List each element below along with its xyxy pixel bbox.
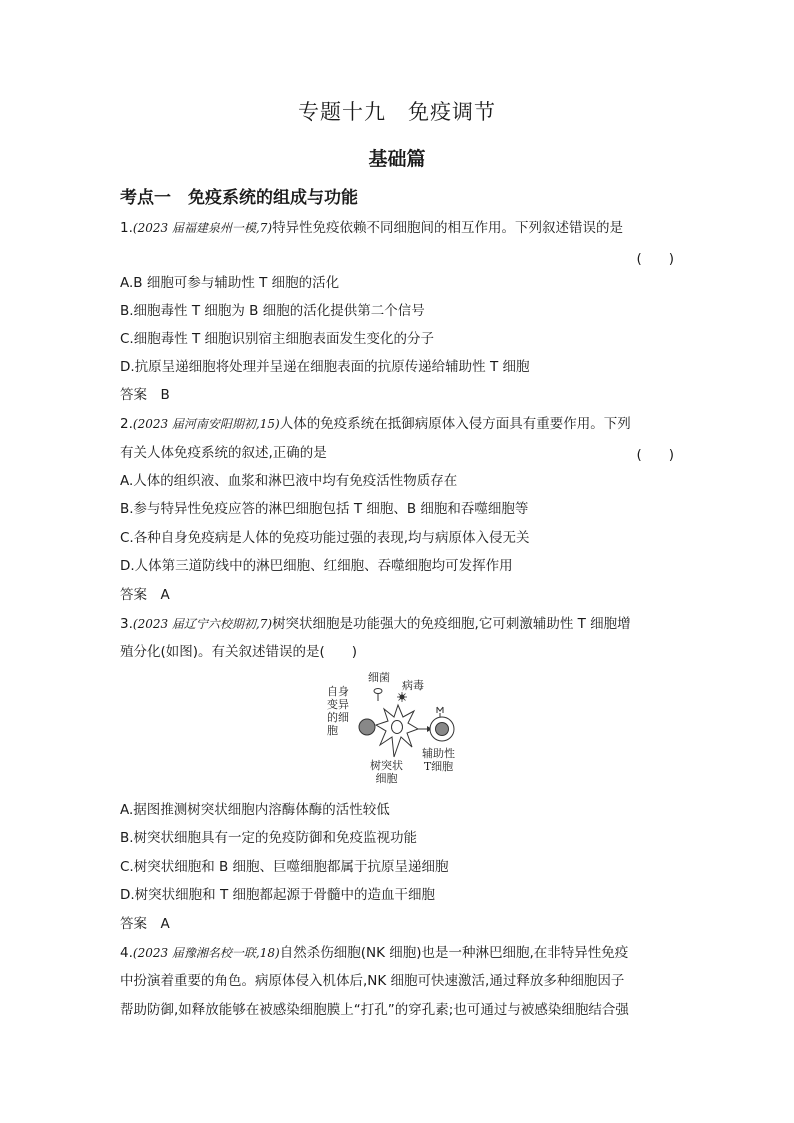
question-source: (2023 届辽宁六校期初,7) xyxy=(132,617,273,631)
receptor-icon xyxy=(437,707,443,713)
question-source: (2023 届福建泉州一模,7) xyxy=(132,221,273,235)
question-number: 3. xyxy=(120,616,133,632)
answer: 答案 A xyxy=(120,916,170,932)
question-4-stem-line2: 中扮演着重要的角色。病原体侵入机体后,NK 细胞可快速激活,通过释放多种细胞因子 xyxy=(120,973,625,989)
option-b: B.参与特异性免疫应答的淋巴细胞包括 T 细胞、B 细胞和吞噬细胞等 xyxy=(120,501,529,517)
question-number: 1. xyxy=(120,220,133,236)
helper-t-cell-nucleus xyxy=(436,723,449,736)
question-4-stem: 4.(2023 届豫湘名校一联,18)自然杀伤细胞(NK 细胞)也是一种淋巴细胞,在非特异性免疫 xyxy=(120,945,629,961)
option-d: D.人体第三道防线中的淋巴细胞、红细胞、吞噬细胞均可发挥作用 xyxy=(120,558,513,574)
label-virus: 病毒 xyxy=(402,679,424,692)
option-d: D.抗原呈递细胞将处理并呈递在细胞表面的抗原传递给辅助性 T 细胞 xyxy=(120,359,530,375)
answer: 答案 A xyxy=(120,587,170,603)
option-d: D.树突状细胞和 T 细胞都起源于骨髓中的造血干细胞 xyxy=(120,887,436,903)
option-c: C.细胞毒性 T 细胞识别宿主细胞表面发生变化的分子 xyxy=(120,331,435,347)
question-number: 2. xyxy=(120,416,133,432)
question-2-stem: 2.(2023 届河南安阳期初,15)人体的免疫系统在抵御病原体入侵方面具有重要作用。下列 xyxy=(120,416,631,432)
question-source: (2023 届河南安阳期初,15) xyxy=(132,417,280,431)
label-self-variant-cell: 自身 变异 的细 胞 xyxy=(327,685,349,737)
self-variant-cell xyxy=(359,719,375,735)
option-a: A.B 细胞可参与辅助性 T 细胞的活化 xyxy=(120,275,340,291)
bacteria-icon xyxy=(374,689,382,694)
answer-bracket: ( ) xyxy=(636,251,674,267)
option-a: A.据图推测树突状细胞内溶酶体酶的活性较低 xyxy=(120,802,390,818)
option-a: A.人体的组织液、血浆和淋巴液中均有免疫活性物质存在 xyxy=(120,473,458,489)
answer-bracket: ( ) xyxy=(636,447,674,463)
page-title: 专题十九 免疫调节 xyxy=(298,100,496,124)
option-b: B.树突状细胞具有一定的免疫防御和免疫监视功能 xyxy=(120,830,418,846)
question-4-stem-line3: 帮助防御,如释放能够在被感染细胞膜上“打孔”的穿孔素;也可通过与被感染细胞结合强 xyxy=(120,1002,629,1018)
question-number: 4. xyxy=(120,945,133,961)
section-heading: 考点一 免疫系统的组成与功能 xyxy=(120,188,358,208)
label-bacteria: 细菌 xyxy=(368,671,390,684)
question-1-stem: 1.(2023 届福建泉州一模,7)特异性免疫依赖不同细胞间的相互作用。下列叙述错误的是 xyxy=(120,220,624,236)
question-2-stem-line2: 有关人体免疫系统的叙述,正确的是 xyxy=(120,445,327,461)
label-helper-t-cell: 辅助性 T细胞 xyxy=(422,747,455,773)
dendritic-cell-figure xyxy=(322,665,472,785)
question-3-stem-line2: 殖分化(如图)。有关叙述错误的是( ) xyxy=(120,644,358,660)
option-b: B.细胞毒性 T 细胞为 B 细胞的活化提供第二个信号 xyxy=(120,303,425,319)
page-subtitle: 基础篇 xyxy=(368,148,426,170)
dendritic-cell-shape xyxy=(376,705,418,757)
question-source: (2023 届豫湘名校一联,18) xyxy=(132,946,280,960)
answer: 答案 B xyxy=(120,387,170,403)
virus-icon xyxy=(397,692,407,702)
label-dendritic-cell: 树突状 细胞 xyxy=(370,759,403,785)
option-c: C.树突状细胞和 B 细胞、巨噬细胞都属于抗原呈递细胞 xyxy=(120,859,449,875)
question-3-stem: 3.(2023 届辽宁六校期初,7)树突状细胞是功能强大的免疫细胞,它可刺激辅助性 T 细胞增 xyxy=(120,616,631,632)
option-c: C.各种自身免疫病是人体的免疫功能过强的表现,均与病原体入侵无关 xyxy=(120,530,530,546)
